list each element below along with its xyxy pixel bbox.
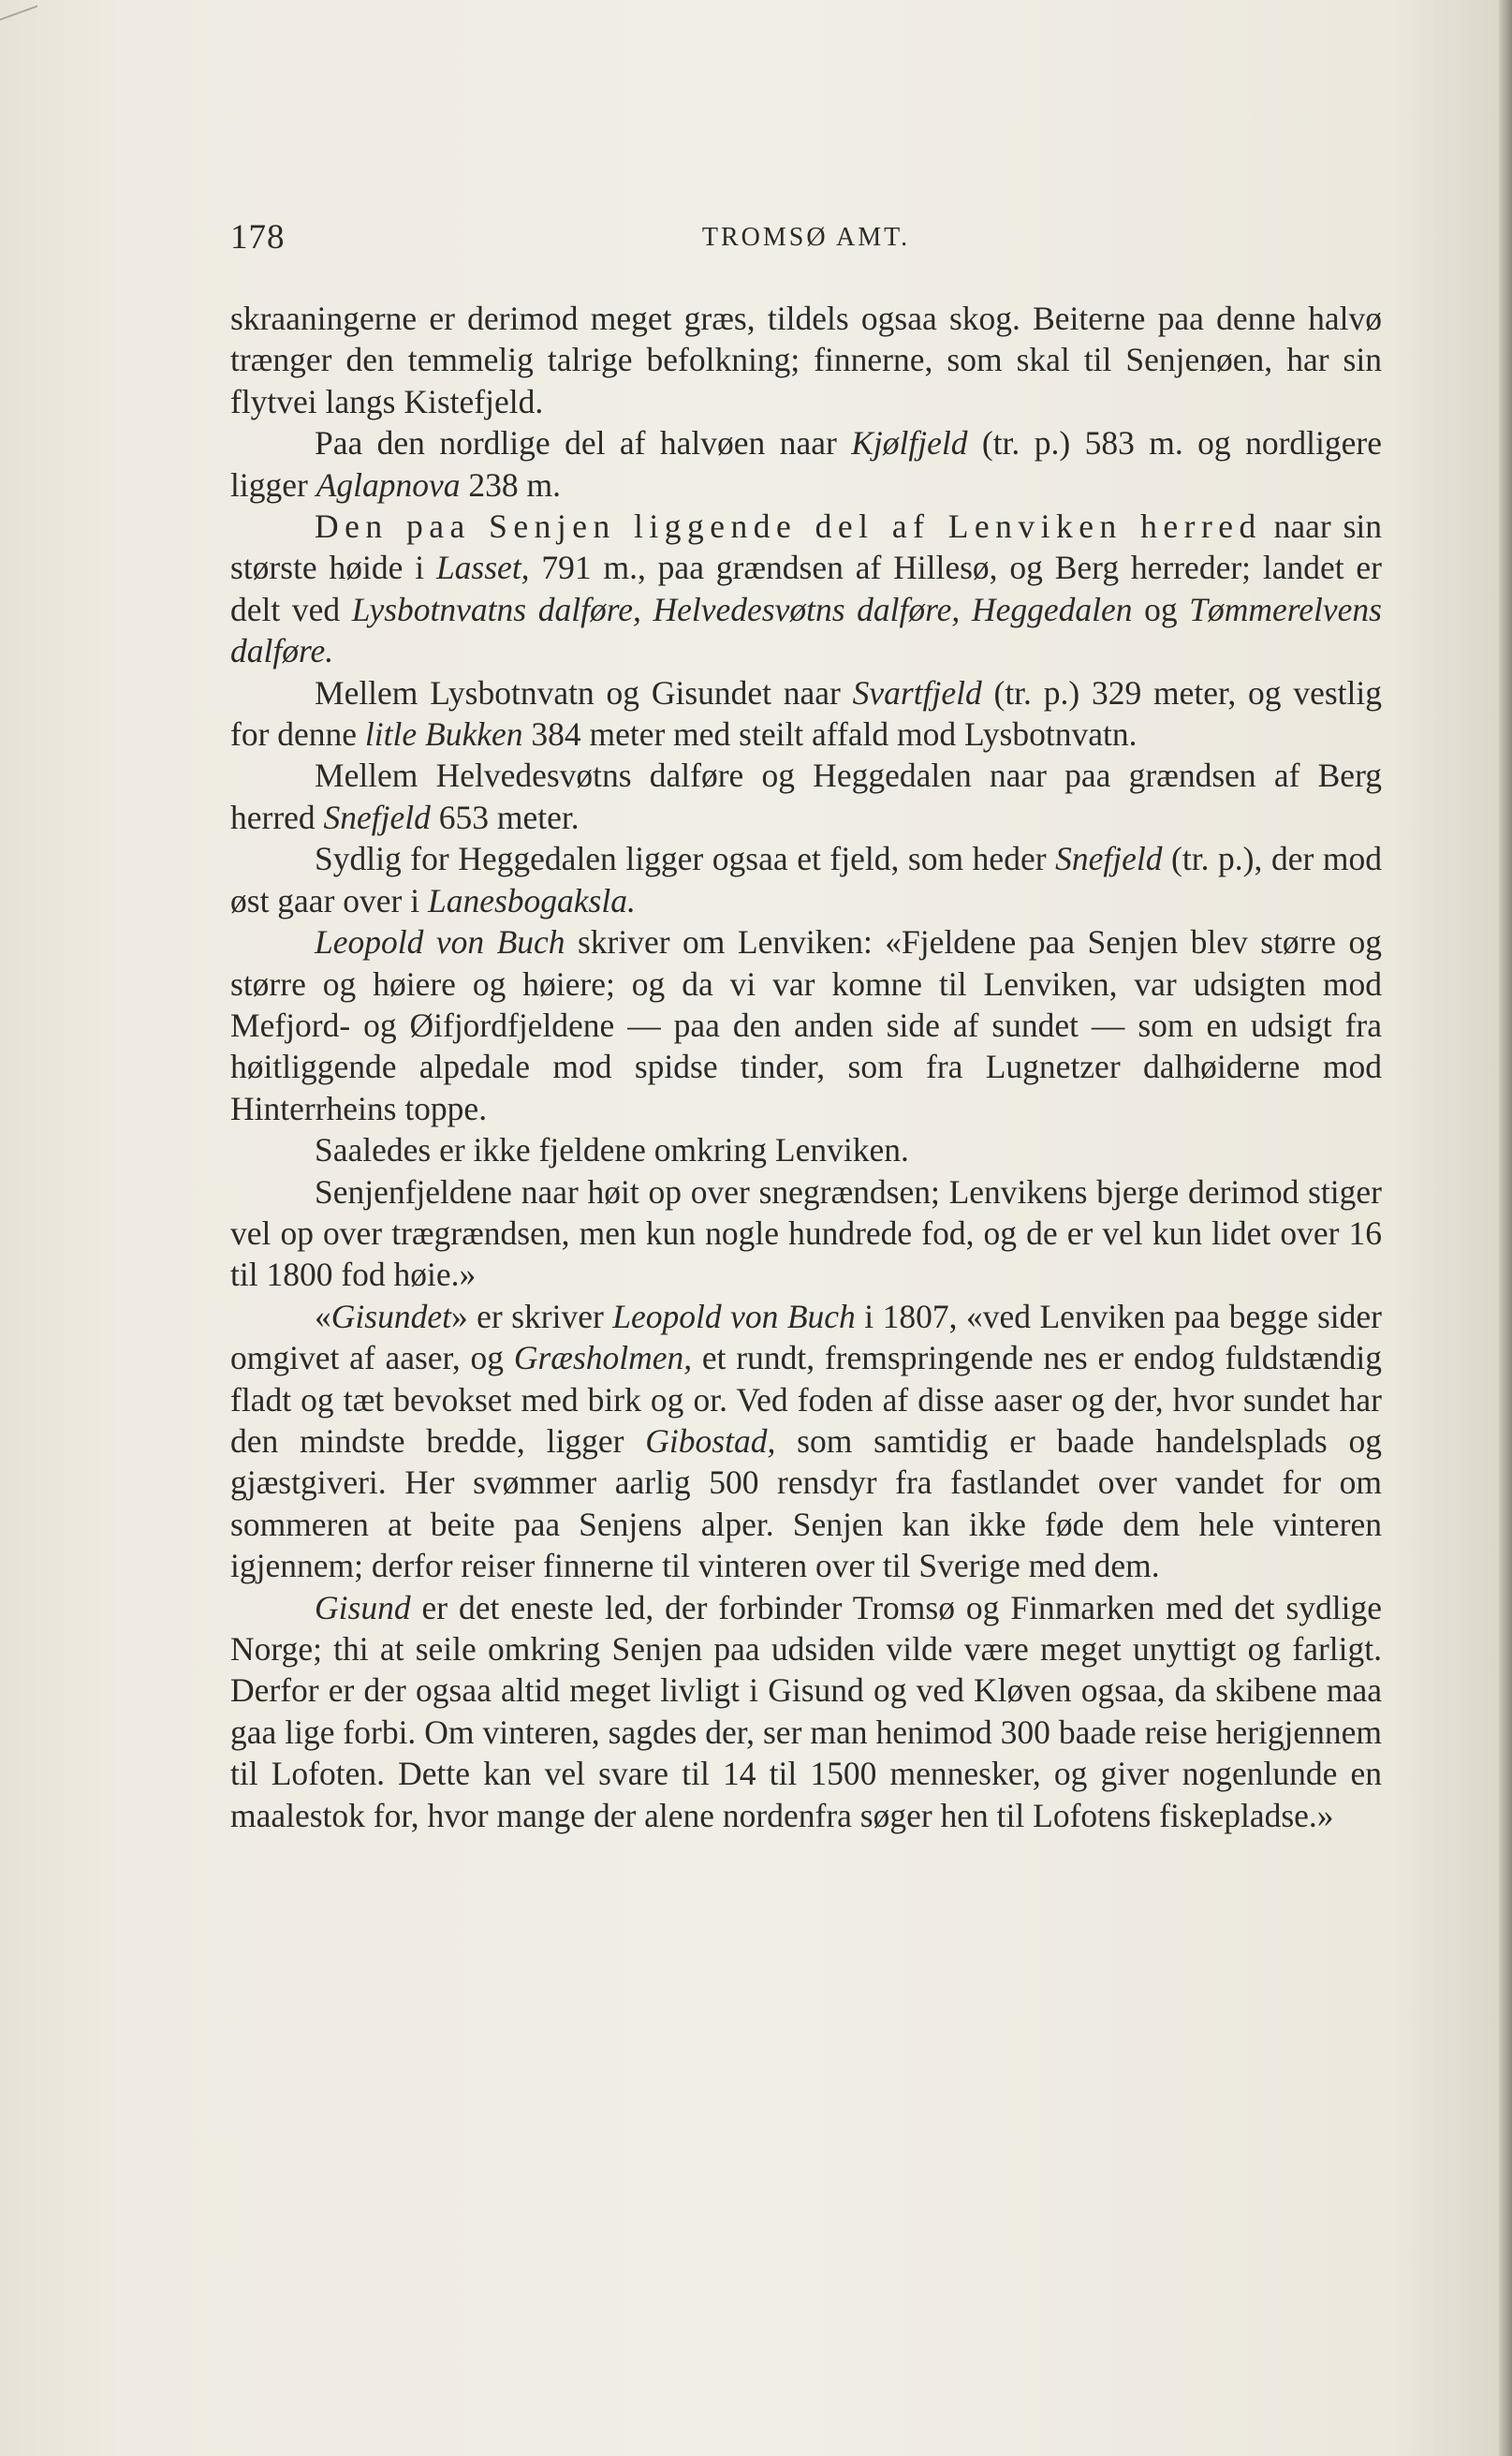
paragraph: [230, 921, 1382, 1129]
paragraph: [230, 755, 1382, 838]
text-run: » er skriver: [450, 1297, 613, 1335]
text-run: 653 meter.: [430, 798, 580, 836]
page-edge: [1499, 0, 1512, 2456]
text-run: skriver om Lenviken: «Fjeldene paa Senjen blev større og større og høiere og høiere; og da vi var komne til Lenviken, var udsigten mod Mefjord- og Øifjordfjeldene — paa den anden side af sundet — som en udsigt fra høitliggende alpedale mod spidse tinder, som fra Lugnetzer dalhøiderne mod Hinterrheins toppe.: [230, 923, 1382, 1127]
corner-mark: [0, 0, 37, 21]
running-title: TROMSØ AMT.: [701, 223, 911, 252]
italic-text: Gibostad,: [645, 1421, 776, 1460]
running-head: [230, 217, 1382, 260]
text-run: 384 meter med steilt affald mod Lysbotnvatn.: [522, 715, 1138, 754]
spaced-text: Den paa Senjen liggende del af Lenviken herred: [315, 507, 1262, 546]
italic-text: Svartfjeld: [852, 673, 982, 712]
paragraph: [230, 1129, 1382, 1170]
text-run: Mellem Lysbotnvatn og Gisundet naar: [315, 673, 853, 712]
text-run: «: [315, 1297, 331, 1335]
italic-text: Snefjeld: [323, 798, 431, 836]
text-run: Sydlig for Heggedalen ligger ogsaa et fjeld, som heder: [315, 840, 1056, 878]
text-run: og: [1132, 590, 1190, 628]
text-run: Mellem Helvedesvøtns dalføre og Heggedalen naar paa grændsen af Berg herred: [230, 757, 1382, 836]
text-run: 238 m.: [460, 465, 561, 504]
paragraph: [230, 506, 1382, 672]
text-run: (tr. p.) 583 m. og nordligere ligger: [230, 424, 1382, 504]
text-run: Saaledes er ikke fjeldene omkring Lenviken.: [315, 1131, 909, 1169]
paragraph: [230, 1171, 1382, 1296]
text-run: et rundt, fremspringende nes er endog fuldstændig fladt og tæt bevokset med birk og or. Ved foden af disse aaser og der, hvor sundet har den mindste bredde, ligger: [230, 1339, 1382, 1460]
paragraph: [230, 672, 1382, 756]
text-run: skraaningerne er derimod meget græs, tildels ogsaa skog. Beiterne paa denne halvø trænger den temmelig talrige befolkning; finnerne, som skal til Senjenøen, har sin flytvei langs Kistefjeld.: [230, 300, 1382, 420]
paragraph: [230, 1587, 1382, 1836]
italic-text: Lasset,: [435, 549, 530, 587]
italic-text: Aglapnova: [316, 465, 461, 504]
text-run: i 1807, «ved Lenviken paa begge sider omgivet af aaser, og: [230, 1297, 1382, 1377]
body-text: [230, 298, 1382, 1836]
italic-text: Lanesbogaksla.: [427, 881, 636, 919]
italic-text: litle Bukken: [364, 715, 523, 754]
italic-text: Leopold von Buch: [315, 923, 565, 962]
text-run: er det eneste led, der forbinder Tromsø og Finmarken med det sydlige Norge; thi at seile omkring Senjen paa udsiden vilde være meget unyttigt og farligt. Derfor er der ogsaa altid meget livligt i Gisund og ved Kløven ogsaa, da skibene maa gaa lige forbi. Om vinteren, sagdes der, ser man henimod 300 baade reise herigjennem til Lofoten. Dette kan vel svare til 14 til 1500 mennesker, og giver nogenlunde en maalestok for, hvor mange der alene nordenfra søger hen til Lofotens fiskepladse.»: [230, 1588, 1382, 1834]
italic-text: Græsholmen,: [513, 1339, 693, 1377]
paragraph: [230, 298, 1382, 422]
italic-text: Gisundet: [330, 1297, 451, 1335]
paragraph: [230, 838, 1382, 921]
text-run: som samtidig er baade handelsplads og gjæstgiveri. Her svømmer aarlig 500 rensdyr fra fastlandet over vandet for om sommeren at beite paa Senjens alper. Senjen kan ikke føde dem hele vinteren igjennem; derfor reiser finnerne til vinteren over til Sverige med dem.: [230, 1421, 1382, 1585]
italic-text: Gisund: [315, 1588, 411, 1626]
italic-text: Lysbotnvatns dalføre, Helvedesvøtns dalføre, Heggedalen: [351, 590, 1133, 628]
italic-text: Kjølfjeld: [851, 424, 968, 463]
text-run: 791 m., paa grændsen af Hillesø, og Berg herreder; landet er delt ved: [230, 549, 1383, 628]
text-run: Senjenfjeldene naar høit op over snegrændsen; Lenvikens bjerge derimod stiger vel op over trægrændsen, men kun nogle hundrede fod, og de er vel kun lidet over 16 til 1800 fod høie.»: [230, 1172, 1382, 1294]
paragraph: [230, 422, 1382, 506]
text-run: (tr. p.), der mod øst gaar over i: [230, 840, 1382, 919]
text-run: (tr. p.) 329 meter, og vestlig for denne: [230, 673, 1382, 754]
italic-text: Snefjeld: [1055, 840, 1163, 878]
text-run: Paa den nordlige del af halvøen naar: [315, 424, 852, 463]
page-number: 178: [230, 218, 286, 257]
paragraph: [230, 1296, 1382, 1587]
text-run: naar sin største høide i: [230, 507, 1383, 587]
italic-text: Leopold von Buch: [612, 1297, 856, 1335]
italic-text: Tømmerelvens dalføre.: [230, 590, 1382, 670]
